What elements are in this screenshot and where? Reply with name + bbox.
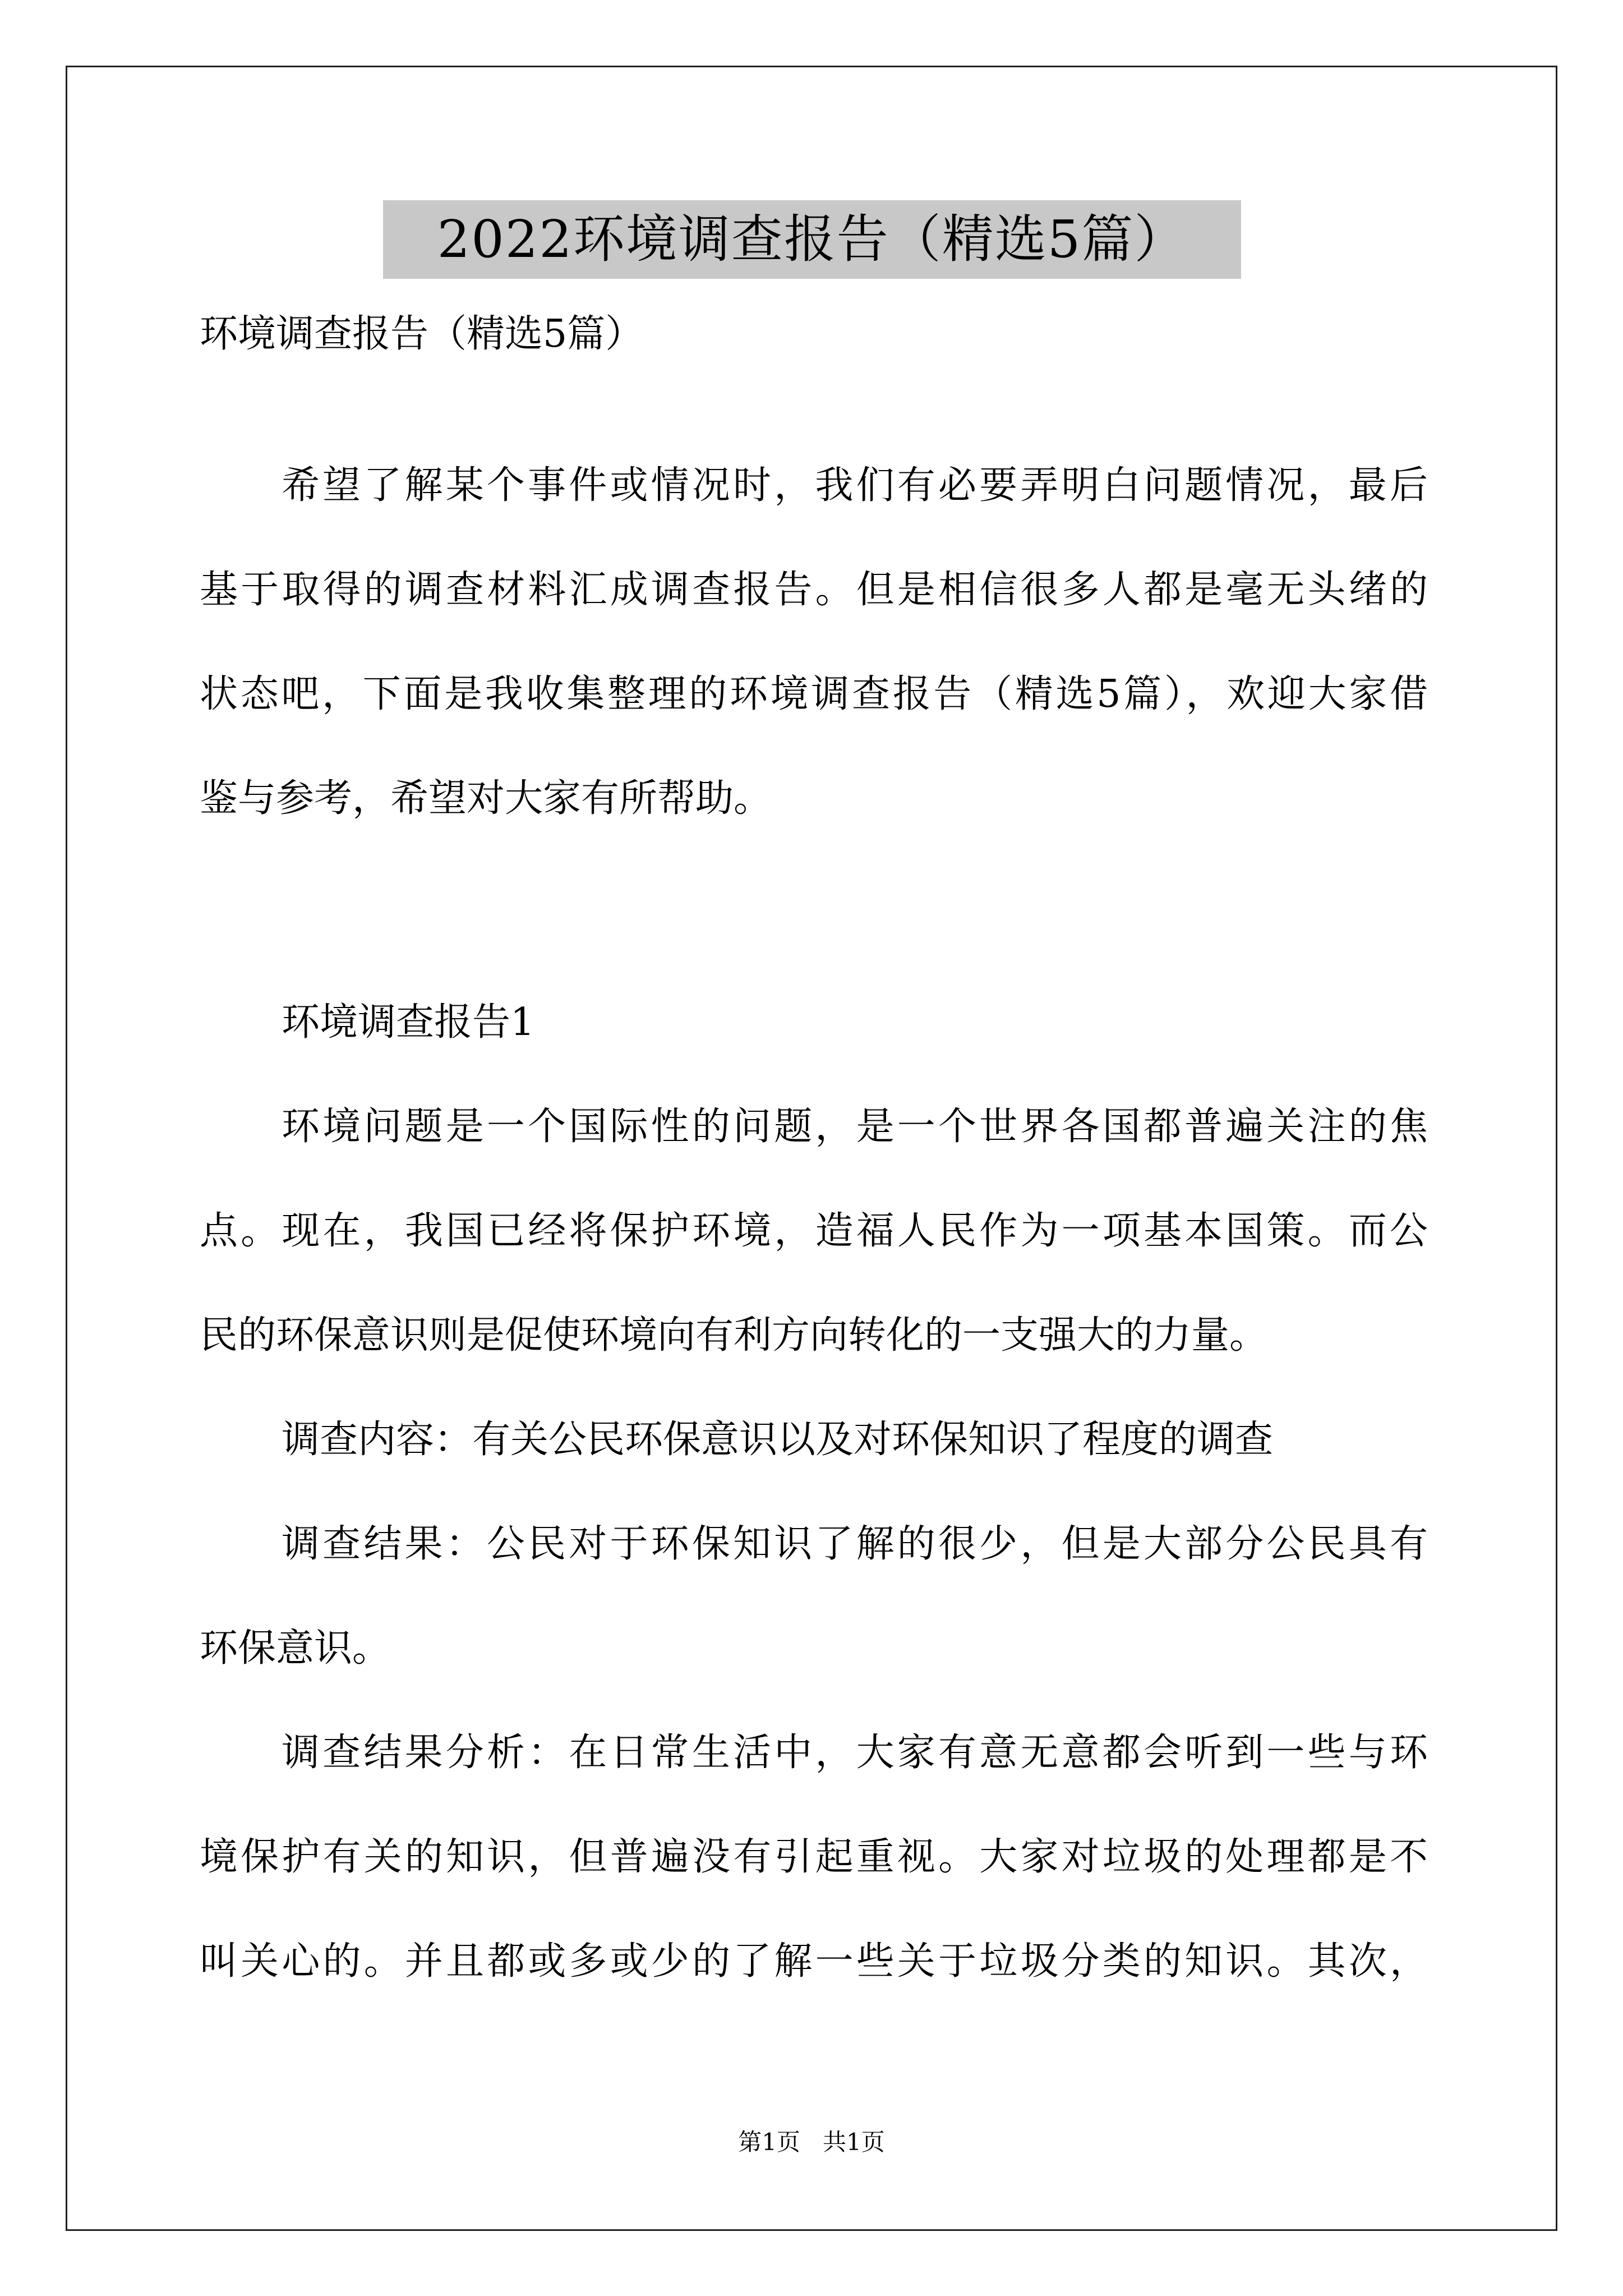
document-title: 2022环境调查报告（精选5篇） [383,200,1241,279]
section-heading: 环境调查报告1 [282,1000,535,1045]
paragraph-line: 点。现在，我国已经将保护环境，造福人民作为一项基本国策。而公 [200,1209,1428,1253]
paragraph-line: 环境问题是一个国际性的问题，是一个世界各国都普遍关注的焦 [282,1105,1428,1149]
intro-line: 希望了解某个事件或情况时，我们有必要弄明白问题情况，最后 [282,463,1428,508]
paragraph-line: 境保护有关的知识，但普遍没有引起重视。大家对垃圾的处理都是不 [200,1835,1428,1879]
intro-line: 鉴与参考，希望对大家有所帮助。 [200,776,772,821]
paragraph-line: 调查内容：有关公民环保意识以及对环保知识了程度的调查 [282,1418,1274,1462]
paragraph-line: 叫关心的。并且都或多或少的了解一些关于垃圾分类的知识。其次， [200,1939,1428,1984]
intro-line: 状态吧，下面是我收集整理的环境调查报告（精选5篇），欢迎大家借 [200,672,1428,716]
paragraph-line: 调查结果分析：在日常生活中，大家有意无意都会听到一些与环 [282,1731,1428,1775]
paragraph-line: 调查结果：公民对于环保知识了解的很少，但是大部分公民具有 [282,1522,1428,1566]
page-footer: 第1页 共1页 [738,2128,885,2156]
intro-line: 基于取得的调查材料汇成调查报告。但是相信很多人都是毫无头绪的 [200,568,1428,612]
paragraph-line: 环保意识。 [200,1626,391,1671]
paragraph-line: 民的环保意识则是促使环境向有利方向转化的一支强大的力量。 [200,1313,1268,1358]
document-subtitle: 环境调查报告（精选5篇） [200,312,644,356]
